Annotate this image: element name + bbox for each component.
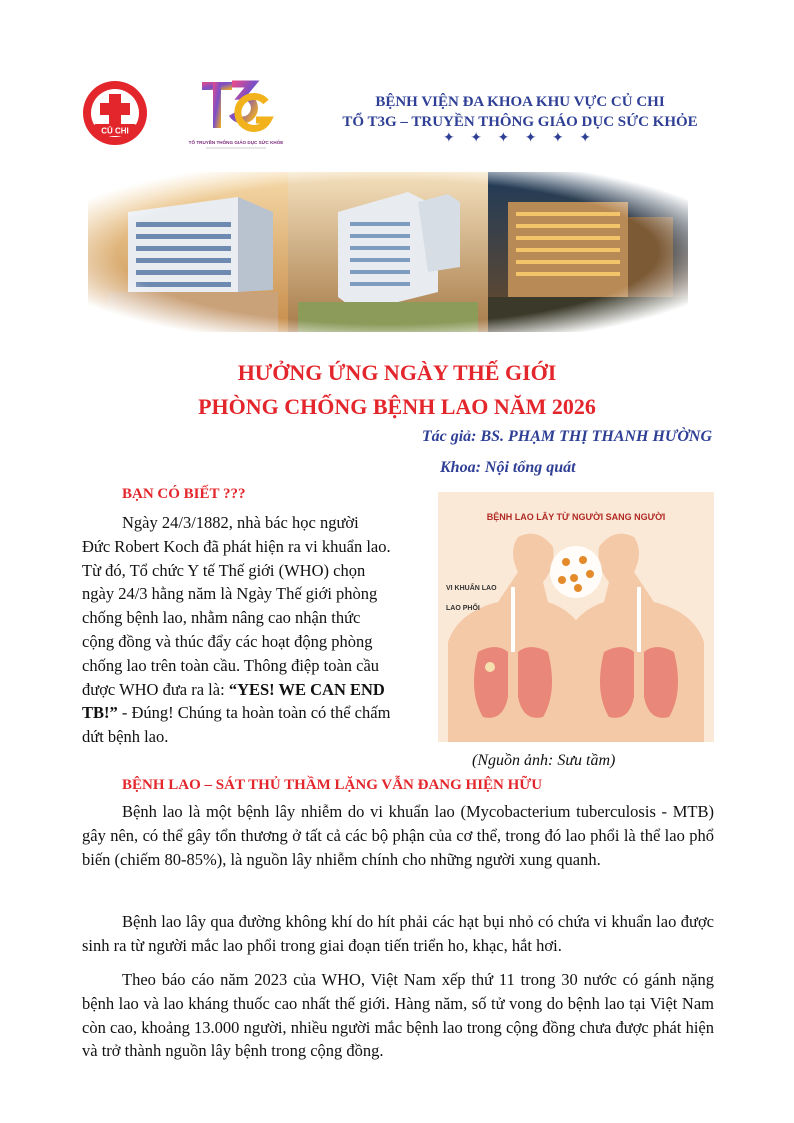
figure-title: BỆNH LAO LÂY TỪ NGƯỜI SANG NGƯỜI (486, 512, 666, 522)
who-slogan-part1: “YES! WE CAN END (228, 679, 385, 699)
paragraph-tb-vietnam-stats: Theo báo cáo năm 2023 của WHO, Việt Nam xếp thứ 11 trong 30 nước có gánh nặng bệnh lao và lao kháng thuốc cao nhất thế giới. Hàng năm, số tử vong do bệnh lao tại Việt Nam còn cao, khoảng 13.000 người, nhiều người mắc bệnh lao trong cộng đồng chưa được phát hiện và trở thành nguồn lây bệnh trong cộng đồng. (82, 970, 714, 1061)
article-title-line2: PHÒNG CHỐNG BỆNH LAO NĂM 2026 (198, 394, 596, 419)
section1-line: Từ đó, Tổ chức Y tế Thế giới (WHO) chọn (82, 560, 366, 580)
section1-message-line (82, 678, 418, 702)
hospital-name-block (300, 92, 740, 132)
article-title-line1: HƯỞNG ỨNG NGÀY THẾ GIỚI (237, 360, 557, 385)
paragraph-tb-transmission: Bệnh lao lây qua đường không khí do hít phải các hạt bụi nhỏ có chứa vi khuẩn lao được sinh ra từ người mắc lao phổi trong giai đoạn tiến triển ho, khạc, hắt hơi. (82, 912, 714, 955)
section1-message-prefix: được WHO đưa ra là: (82, 679, 229, 699)
cu-chi-hospital-logo (82, 80, 148, 146)
article-department: Khoa: Nội tổng quát (440, 459, 576, 476)
tb-transmission-illustration (438, 492, 714, 742)
figure-label-lung: LAO PHỔI (446, 605, 480, 612)
page-header (0, 0, 794, 165)
section1-line: Đức Robert Koch đã phát hiện ra vi khuẩn lao. (82, 536, 391, 556)
t3g-logo (188, 76, 284, 156)
decorative-stars: ✦ ✦ ✦ ✦ ✦ ✦ (443, 131, 597, 146)
article-author: Tác giả: BS. PHẠM THỊ THANH HƯỜNG (421, 428, 712, 445)
section1-line: chống bệnh lao, nhằm nâng cao nhận thức (82, 608, 361, 628)
section1-line: chống lao trên toàn cầu. Thông điệp toàn cầu (82, 655, 380, 675)
cu-chi-logo-text: CỦ CHI (101, 126, 129, 136)
hospital-name: BỆNH VIỆN ĐA KHOA KHU VỰC CỦ CHI (375, 94, 665, 110)
section1-line: cộng đồng và thúc đẩy các hoạt động phòng (82, 631, 373, 651)
figure-caption: (Nguồn ảnh: Sưu tầm) (472, 752, 616, 769)
hospital-buildings-banner (88, 172, 688, 332)
who-slogan-part2: TB!” (82, 703, 118, 723)
paragraph-tb-definition: Bệnh lao là một bệnh lây nhiễm do vi khuẩn lao (Mycobacterium tuberculosis - MTB) gây nên, có thể gây tổn thương ở tất cả các bộ phận của cơ thể, trong đó lao phổi là thể lao phổ biến (chiếm 80-85%), là nguồn lây nhiễm chính cho những người xung quanh. (82, 802, 714, 869)
section1-message-line2 (82, 701, 418, 725)
t3g-logo-subtext: TỔ TRUYỀN THÔNG GIÁO DỤC SỨC KHỎE (188, 140, 284, 145)
section1-line: dứt bệnh lao. (82, 727, 169, 747)
team-name: TỔ T3G – TRUYỀN THÔNG GIÁO DỤC SỨC KHỎE (342, 114, 698, 130)
section1-line: ngày 24/3 hằng năm là Ngày Thế giới phòng (82, 584, 378, 604)
section-heading-did-you-know: BẠN CÓ BIẾT ??? (122, 486, 246, 502)
section-heading-silent-killer: BỆNH LAO – SÁT THỦ THẦM LẶNG VẪN ĐANG HIỆN HỮU (122, 777, 543, 793)
section1-line: Ngày 24/3/1882, nhà bác học người (122, 513, 359, 532)
figure-label-bacteria: VI KHUẨN LAO (446, 585, 497, 592)
section1-paragraph (82, 511, 418, 749)
section1-message-suffix: - Đúng! Chúng ta hoàn toàn có thể chấm (117, 703, 391, 723)
